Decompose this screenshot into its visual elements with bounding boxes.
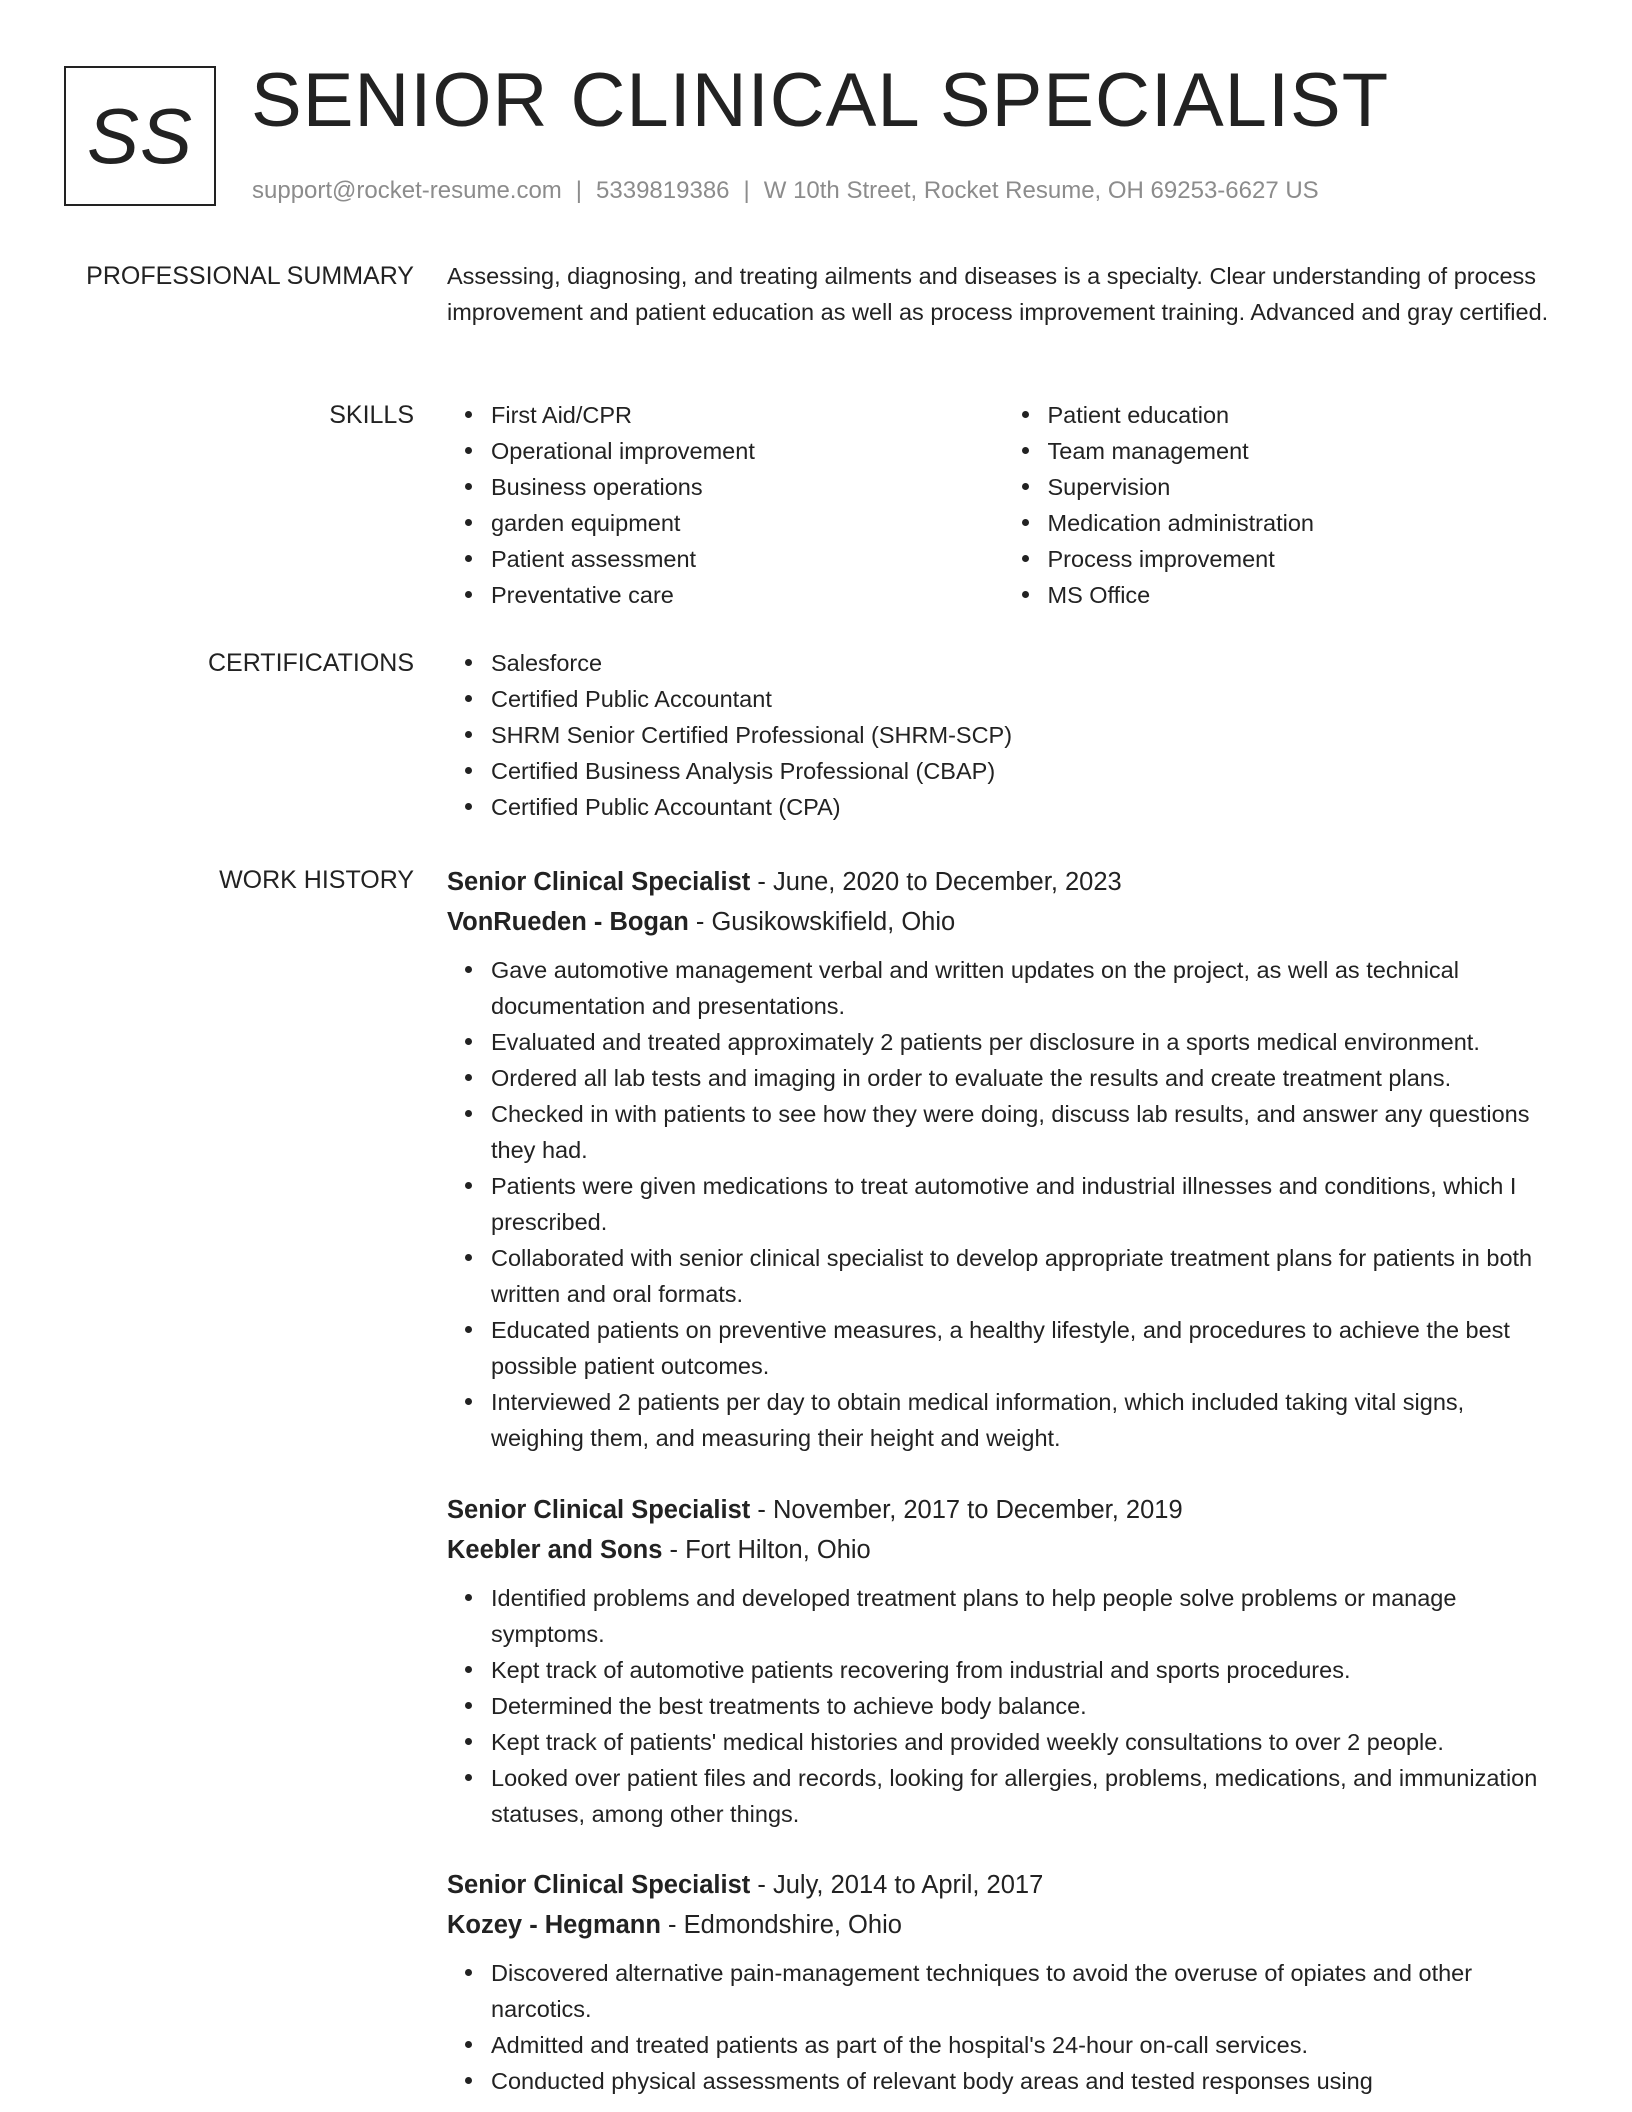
skill-item: Preventative care [491,577,1004,613]
skills-list-left [447,397,1004,613]
skill-item: Team management [1048,433,1561,469]
job-bullets [447,1955,1560,2099]
certification-item: Certified Business Analysis Professional (CBAP) [491,753,1560,789]
dash: - [695,908,705,936]
job-bullet: Admitted and treated patients as part of the hospital's 24-hour on-call services. [491,2027,1560,2063]
certification-item: Certified Public Accountant (CPA) [491,789,1560,825]
certification-item: SHRM Senior Certified Professional (SHRM-SCP) [491,717,1560,753]
job-bullet: Identified problems and developed treatment plans to help people solve problems or manage symptoms. [491,1580,1560,1652]
skill-item: Patient assessment [491,541,1004,577]
contact-line [252,174,1319,208]
contact-separator: | [743,177,750,204]
monogram: SS [64,66,216,206]
job-bullet: Collaborated with senior clinical specialist to develop appropriate treatment plans for patients in both written and oral formats. [491,1240,1560,1312]
contact-address: W 10th Street, Rocket Resume, OH 69253-6627 US [763,177,1319,204]
section-label-work-history: WORK HISTORY [219,866,414,894]
skills-list-right [1004,397,1561,613]
job-company: Keebler and Sons [447,1536,663,1564]
dash: - [757,1871,766,1899]
job-bullet: Patients were given medications to treat automotive and industrial illnesses and conditions, which I prescribed. [491,1168,1560,1240]
dash: - [757,1496,766,1524]
job-location: Edmondshire, Ohio [683,1911,902,1939]
dash: - [669,1536,678,1564]
job-dates: June, 2020 to December, 2023 [772,868,1122,896]
skill-item: Patient education [1048,397,1561,433]
job-bullet: Conducted physical assessments of relevant body areas and tested responses using [491,2063,1560,2099]
job-company-line [447,902,1560,942]
job-bullet: Kept track of automotive patients recovering from industrial and sports procedures. [491,1652,1560,1688]
job-location: Gusikowskifield, Ohio [711,908,956,936]
dash: - [757,868,766,896]
certification-item: Salesforce [491,645,1560,681]
job-company: Kozey - Hegmann [447,1911,661,1939]
job-bullet: Educated patients on preventive measures, a healthy lifestyle, and procedures to achieve the best possible patient outcomes. [491,1312,1560,1384]
job-company: VonRueden - Bogan [447,908,689,936]
job-location: Fort Hilton, Ohio [685,1536,871,1564]
job-title-line [447,862,1560,902]
job-bullet: Discovered alternative pain-management techniques to avoid the overuse of opiates and other narcotics. [491,1955,1560,2027]
section-label-skills: SKILLS [329,401,414,429]
skills-body [447,397,1560,613]
contact-phone: 5339819386 [596,177,730,204]
certification-item: Certified Public Accountant [491,681,1560,717]
skill-item: garden equipment [491,505,1004,541]
section-label-certifications: CERTIFICATIONS [207,649,414,677]
summary-body [447,258,1560,330]
certifications-list [447,645,1560,825]
job-bullets [447,1580,1560,1832]
job-title: Senior Clinical Specialist [447,1871,751,1899]
summary-text: Assessing, diagnosing, and treating ailments and diseases is a specialty. Clear understanding of process improvement and patient education as well as process improvement training. Advanced and gray certified. [447,263,1549,325]
job-entry [447,1865,1560,2099]
job-dates: July, 2014 to April, 2017 [772,1871,1044,1899]
contact-email[interactable]: support@rocket-resume.com [252,177,562,204]
job-bullet: Looked over patient files and records, looking for allergies, problems, medications, and immunization statuses, among other things. [491,1760,1560,1832]
job-bullet: Evaluated and treated approximately 2 patients per disclosure in a sports medical environment. [491,1024,1560,1060]
skill-item: Supervision [1048,469,1561,505]
job-title-line [447,1490,1560,1530]
job-company-line [447,1530,1560,1570]
job-bullet: Determined the best treatments to achieve body balance. [491,1688,1560,1724]
job-entry [447,862,1560,1456]
contact-separator: | [575,177,583,204]
page-title: SENIOR CLINICAL SPECIALIST [251,58,1390,143]
job-company-line [447,1905,1560,1945]
skill-item: Operational improvement [491,433,1004,469]
job-entry [447,1490,1560,1832]
job-bullet: Kept track of patients' medical histories and provided weekly consultations to over 2 people. [491,1724,1560,1760]
job-title: Senior Clinical Specialist [447,1496,751,1524]
skill-item: MS Office [1048,577,1561,613]
job-bullet: Interviewed 2 patients per day to obtain medical information, which included taking vital signs, weighing them, and measuring their height and weight. [491,1384,1560,1456]
job-title-line [447,1865,1560,1905]
job-bullet: Checked in with patients to see how they were doing, discuss lab results, and answer any questions they had. [491,1096,1560,1168]
skill-item: Process improvement [1048,541,1561,577]
job-title: Senior Clinical Specialist [447,868,751,896]
dash: - [668,1911,677,1939]
job-bullet: Ordered all lab tests and imaging in order to evaluate the results and create treatment plans. [491,1060,1560,1096]
job-bullet: Gave automotive management verbal and written updates on the project, as well as technical documentation and presentations. [491,952,1560,1024]
job-bullets [447,952,1560,1456]
section-label-summary: PROFESSIONAL SUMMARY [86,262,414,290]
certifications-body [447,645,1560,825]
job-dates: November, 2017 to December, 2019 [772,1496,1183,1524]
skill-item: Business operations [491,469,1004,505]
skill-item: First Aid/CPR [491,397,1004,433]
skill-item: Medication administration [1048,505,1561,541]
